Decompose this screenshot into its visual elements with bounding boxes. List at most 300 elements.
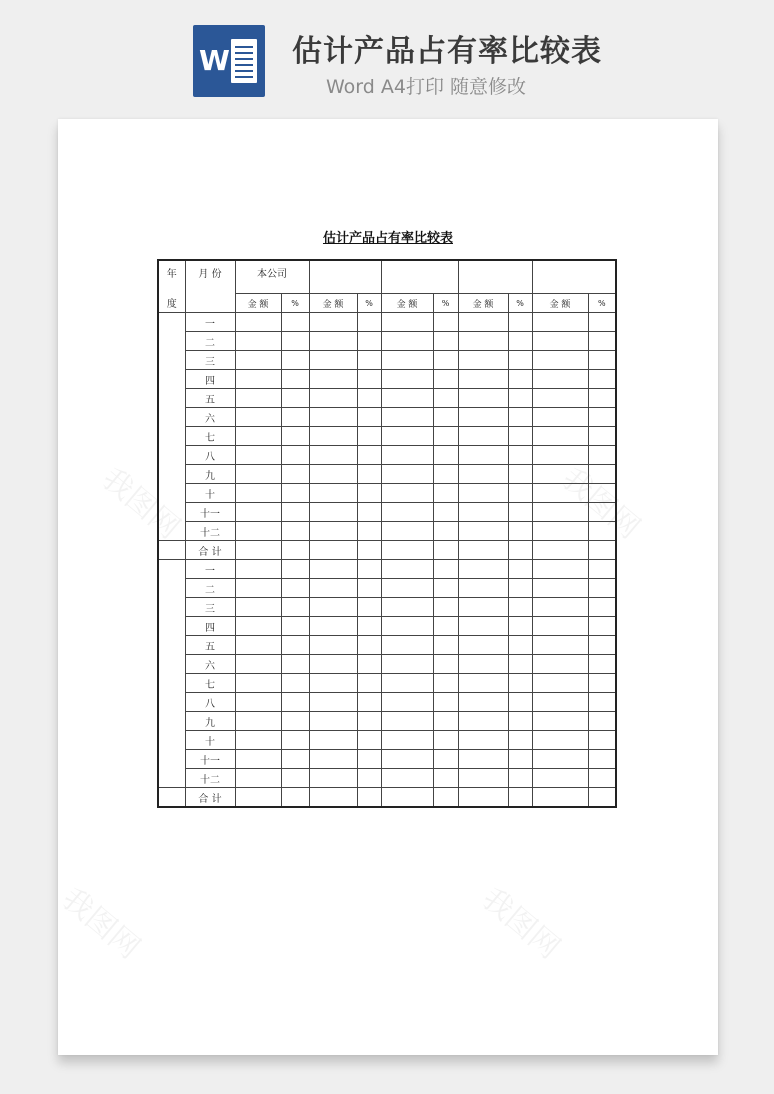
amount-header: 金 额 — [458, 294, 508, 313]
month-cell: 九 — [185, 465, 235, 484]
value-cell — [357, 522, 381, 541]
value-cell — [381, 541, 433, 560]
value-cell — [532, 465, 588, 484]
value-cell — [508, 674, 532, 693]
value-cell — [433, 313, 458, 332]
value-cell — [508, 503, 532, 522]
month-cell: 六 — [185, 655, 235, 674]
value-cell — [588, 313, 616, 332]
value-cell — [588, 617, 616, 636]
month-cell: 一 — [185, 560, 235, 579]
month-cell: 九 — [185, 712, 235, 731]
value-cell — [357, 655, 381, 674]
value-cell — [309, 522, 357, 541]
month-cell: 八 — [185, 446, 235, 465]
value-cell — [458, 484, 508, 503]
value-cell — [588, 522, 616, 541]
value-cell — [433, 731, 458, 750]
value-cell — [508, 617, 532, 636]
value-cell — [235, 351, 281, 370]
value-cell — [433, 788, 458, 808]
value-cell — [381, 769, 433, 788]
value-cell — [458, 389, 508, 408]
value-cell — [532, 712, 588, 731]
value-cell — [281, 598, 309, 617]
value-cell — [235, 560, 281, 579]
value-cell — [588, 389, 616, 408]
value-cell — [588, 465, 616, 484]
value-cell — [458, 712, 508, 731]
value-cell — [357, 465, 381, 484]
value-cell — [281, 465, 309, 484]
value-cell — [309, 560, 357, 579]
value-cell — [433, 332, 458, 351]
month-cell: 五 — [185, 636, 235, 655]
value-cell — [281, 351, 309, 370]
value-cell — [281, 503, 309, 522]
value-cell — [532, 427, 588, 446]
value-cell — [235, 465, 281, 484]
value-cell — [588, 598, 616, 617]
value-cell — [588, 693, 616, 712]
value-cell — [458, 446, 508, 465]
value-cell — [357, 332, 381, 351]
value-cell — [235, 769, 281, 788]
value-cell — [381, 788, 433, 808]
table-row — [158, 579, 616, 598]
value-cell — [381, 617, 433, 636]
banner-subtitle: Word A4打印 随意修改 — [326, 76, 527, 98]
value-cell — [381, 465, 433, 484]
value-cell — [281, 313, 309, 332]
value-cell — [235, 446, 281, 465]
value-cell — [588, 712, 616, 731]
month-cell: 一 — [185, 313, 235, 332]
value-cell — [281, 579, 309, 598]
value-cell — [309, 693, 357, 712]
value-cell — [235, 617, 281, 636]
value-cell — [508, 427, 532, 446]
value-cell — [588, 427, 616, 446]
value-cell — [357, 370, 381, 389]
value-cell — [433, 674, 458, 693]
value-cell — [381, 598, 433, 617]
month-cell: 十一 — [185, 503, 235, 522]
value-cell — [588, 332, 616, 351]
watermark: 我图网 — [55, 881, 147, 967]
value-cell — [381, 579, 433, 598]
value-cell — [433, 693, 458, 712]
value-cell — [281, 408, 309, 427]
value-cell — [588, 503, 616, 522]
value-cell — [235, 693, 281, 712]
value-cell — [532, 674, 588, 693]
month-cell: 十 — [185, 484, 235, 503]
month-cell: 二 — [185, 579, 235, 598]
value-cell — [235, 712, 281, 731]
percent-header: % — [357, 294, 381, 313]
percent-header: % — [433, 294, 458, 313]
table-row — [158, 408, 616, 427]
value-cell — [309, 750, 357, 769]
year-cell — [158, 788, 185, 808]
value-cell — [235, 636, 281, 655]
company-header: 本公司 — [235, 260, 309, 294]
value-cell — [309, 617, 357, 636]
value-cell — [235, 408, 281, 427]
value-cell — [433, 465, 458, 484]
value-cell — [381, 522, 433, 541]
watermark: 我图网 — [555, 461, 647, 547]
month-cell: 八 — [185, 693, 235, 712]
table-row — [158, 693, 616, 712]
month-cell: 三 — [185, 598, 235, 617]
value-cell — [357, 503, 381, 522]
total-row — [158, 788, 616, 808]
value-cell — [281, 446, 309, 465]
value-cell — [281, 655, 309, 674]
value-cell — [381, 370, 433, 389]
document-title: 估计产品占有率比较表 — [322, 231, 453, 246]
value-cell — [357, 769, 381, 788]
value-cell — [508, 389, 532, 408]
table-row — [158, 598, 616, 617]
table-row — [158, 674, 616, 693]
table-row — [158, 731, 616, 750]
value-cell — [381, 503, 433, 522]
value-cell — [458, 769, 508, 788]
value-cell — [458, 617, 508, 636]
value-cell — [532, 389, 588, 408]
amount-header: 金 额 — [381, 294, 433, 313]
value-cell — [508, 598, 532, 617]
value-cell — [357, 351, 381, 370]
value-cell — [508, 693, 532, 712]
month-cell: 七 — [185, 674, 235, 693]
value-cell — [588, 408, 616, 427]
value-cell — [508, 484, 532, 503]
value-cell — [532, 313, 588, 332]
value-cell — [235, 389, 281, 408]
value-cell — [433, 655, 458, 674]
value-cell — [433, 750, 458, 769]
value-cell — [235, 731, 281, 750]
value-cell — [357, 408, 381, 427]
value-cell — [458, 731, 508, 750]
year-header — [158, 260, 185, 313]
value-cell — [281, 712, 309, 731]
value-cell — [235, 655, 281, 674]
value-cell — [309, 636, 357, 655]
value-cell — [532, 769, 588, 788]
month-cell: 七 — [185, 427, 235, 446]
value-cell — [381, 560, 433, 579]
month-cell: 三 — [185, 351, 235, 370]
value-cell — [309, 731, 357, 750]
value-cell — [433, 598, 458, 617]
value-cell — [281, 788, 309, 808]
value-cell — [235, 788, 281, 808]
value-cell — [281, 389, 309, 408]
value-cell — [532, 370, 588, 389]
value-cell — [357, 693, 381, 712]
value-cell — [281, 484, 309, 503]
value-cell — [588, 636, 616, 655]
value-cell — [588, 579, 616, 598]
value-cell — [357, 598, 381, 617]
value-cell — [532, 560, 588, 579]
value-cell — [357, 579, 381, 598]
value-cell — [357, 636, 381, 655]
value-cell — [458, 465, 508, 484]
value-cell — [458, 655, 508, 674]
value-cell — [235, 370, 281, 389]
value-cell — [532, 484, 588, 503]
value-cell — [381, 389, 433, 408]
word-icon-letter: W — [199, 44, 230, 77]
value-cell — [381, 332, 433, 351]
month-cell: 十 — [185, 731, 235, 750]
watermark: 我图网 — [475, 881, 567, 967]
value-cell — [458, 503, 508, 522]
value-cell — [381, 351, 433, 370]
total-label: 合 计 — [185, 788, 235, 808]
value-cell — [433, 522, 458, 541]
total-row — [158, 541, 616, 560]
amount-header: 金 额 — [309, 294, 357, 313]
table-row — [158, 389, 616, 408]
percent-header: % — [588, 294, 616, 313]
value-cell — [588, 484, 616, 503]
value-cell — [532, 579, 588, 598]
amount-header: 金 额 — [235, 294, 281, 313]
value-cell — [508, 522, 532, 541]
percent-header: % — [281, 294, 309, 313]
value-cell — [458, 427, 508, 446]
value-cell — [588, 674, 616, 693]
value-cell — [235, 522, 281, 541]
value-cell — [433, 636, 458, 655]
value-cell — [433, 446, 458, 465]
table-row — [158, 484, 616, 503]
table-row — [158, 655, 616, 674]
value-cell — [458, 579, 508, 598]
year-cell — [158, 560, 185, 788]
value-cell — [433, 427, 458, 446]
value-cell — [433, 389, 458, 408]
competitor-header — [309, 260, 381, 294]
value-cell — [458, 370, 508, 389]
value-cell — [381, 712, 433, 731]
value-cell — [381, 408, 433, 427]
value-cell — [458, 408, 508, 427]
month-cell: 十二 — [185, 769, 235, 788]
value-cell — [532, 332, 588, 351]
value-cell — [532, 351, 588, 370]
value-cell — [281, 674, 309, 693]
table-row — [158, 712, 616, 731]
value-cell — [357, 313, 381, 332]
total-label: 合 计 — [185, 541, 235, 560]
year-label: 年 — [166, 269, 177, 280]
value-cell — [309, 712, 357, 731]
value-cell — [381, 674, 433, 693]
value-cell — [532, 522, 588, 541]
header-row — [158, 260, 616, 294]
value-cell — [235, 674, 281, 693]
value-cell — [508, 541, 532, 560]
value-cell — [281, 370, 309, 389]
value-cell — [357, 674, 381, 693]
month-cell: 四 — [185, 617, 235, 636]
value-cell — [588, 560, 616, 579]
value-cell — [588, 750, 616, 769]
value-cell — [508, 579, 532, 598]
value-cell — [235, 579, 281, 598]
value-cell — [281, 332, 309, 351]
value-cell — [281, 750, 309, 769]
table-row — [158, 446, 616, 465]
value-cell — [588, 370, 616, 389]
value-cell — [508, 370, 532, 389]
value-cell — [458, 788, 508, 808]
value-cell — [357, 731, 381, 750]
value-cell — [381, 427, 433, 446]
value-cell — [235, 313, 281, 332]
document-page — [55, 119, 718, 1055]
value-cell — [281, 731, 309, 750]
value-cell — [508, 750, 532, 769]
table-row — [158, 560, 616, 579]
value-cell — [309, 769, 357, 788]
value-cell — [588, 351, 616, 370]
month-cell: 六 — [185, 408, 235, 427]
value-cell — [588, 655, 616, 674]
value-cell — [433, 712, 458, 731]
value-cell — [433, 351, 458, 370]
value-cell — [588, 769, 616, 788]
banner-title: 估计产品占有率比较表 — [292, 34, 602, 69]
competitor-header — [532, 260, 616, 294]
value-cell — [588, 446, 616, 465]
value-cell — [508, 712, 532, 731]
value-cell — [508, 332, 532, 351]
value-cell — [309, 446, 357, 465]
value-cell — [381, 313, 433, 332]
value-cell — [508, 408, 532, 427]
value-cell — [532, 788, 588, 808]
year-label-bottom: 度 — [166, 299, 177, 310]
value-cell — [458, 693, 508, 712]
value-cell — [433, 769, 458, 788]
month-cell: 十二 — [185, 522, 235, 541]
value-cell — [458, 674, 508, 693]
table-row — [158, 617, 616, 636]
value-cell — [357, 541, 381, 560]
value-cell — [381, 484, 433, 503]
value-cell — [357, 750, 381, 769]
value-cell — [309, 674, 357, 693]
value-cell — [281, 636, 309, 655]
value-cell — [235, 750, 281, 769]
value-cell — [381, 446, 433, 465]
value-cell — [309, 484, 357, 503]
month-cell: 五 — [185, 389, 235, 408]
value-cell — [532, 655, 588, 674]
value-cell — [235, 484, 281, 503]
value-cell — [357, 446, 381, 465]
value-cell — [508, 351, 532, 370]
value-cell — [309, 541, 357, 560]
value-cell — [508, 446, 532, 465]
table-row — [158, 351, 616, 370]
month-cell: 四 — [185, 370, 235, 389]
value-cell — [433, 484, 458, 503]
value-cell — [532, 693, 588, 712]
word-document-icon — [193, 25, 265, 97]
value-cell — [381, 750, 433, 769]
value-cell — [532, 503, 588, 522]
value-cell — [357, 788, 381, 808]
year-cell — [158, 541, 185, 560]
value-cell — [433, 560, 458, 579]
value-cell — [381, 731, 433, 750]
value-cell — [508, 731, 532, 750]
month-cell: 二 — [185, 332, 235, 351]
value-cell — [458, 598, 508, 617]
value-cell — [508, 560, 532, 579]
value-cell — [357, 427, 381, 446]
comparison-table — [157, 259, 617, 808]
value-cell — [381, 636, 433, 655]
watermark: 我图网 — [95, 461, 187, 547]
value-cell — [309, 655, 357, 674]
value-cell — [357, 617, 381, 636]
value-cell — [309, 313, 357, 332]
percent-header: % — [508, 294, 532, 313]
value-cell — [458, 522, 508, 541]
value-cell — [458, 541, 508, 560]
value-cell — [433, 579, 458, 598]
value-cell — [309, 465, 357, 484]
value-cell — [458, 750, 508, 769]
value-cell — [309, 389, 357, 408]
value-cell — [235, 503, 281, 522]
value-cell — [532, 617, 588, 636]
value-cell — [281, 560, 309, 579]
value-cell — [532, 636, 588, 655]
value-cell — [357, 484, 381, 503]
value-cell — [532, 731, 588, 750]
value-cell — [281, 769, 309, 788]
value-cell — [357, 389, 381, 408]
value-cell — [357, 560, 381, 579]
value-cell — [433, 541, 458, 560]
value-cell — [235, 598, 281, 617]
value-cell — [281, 617, 309, 636]
competitor-header — [381, 260, 458, 294]
table-row — [158, 503, 616, 522]
value-cell — [357, 712, 381, 731]
value-cell — [235, 427, 281, 446]
value-cell — [281, 427, 309, 446]
table-row — [158, 427, 616, 446]
value-cell — [458, 351, 508, 370]
value-cell — [532, 408, 588, 427]
value-cell — [309, 332, 357, 351]
table-row — [158, 769, 616, 788]
value-cell — [381, 693, 433, 712]
